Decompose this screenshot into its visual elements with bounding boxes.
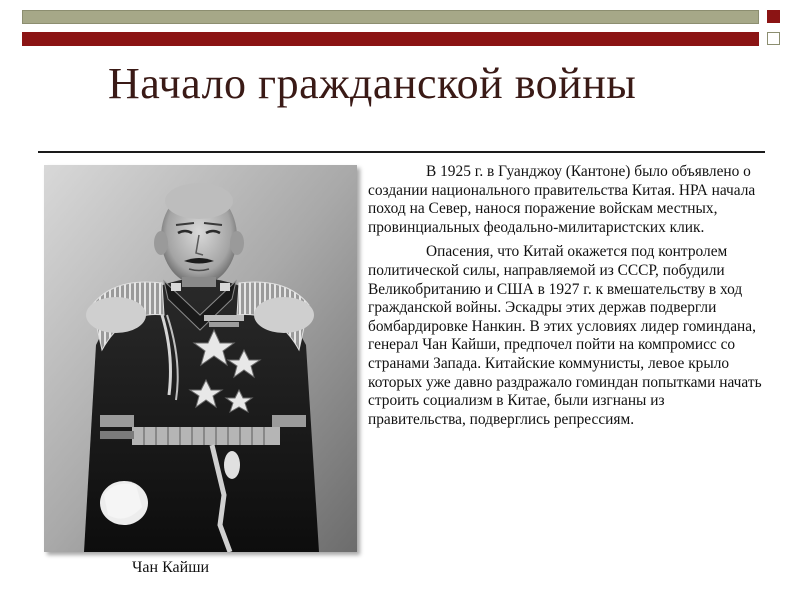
paragraph: В 1925 г. в Гуанджоу (Кантоне) было объявлено о создании национального правительства Китая. НРА начала поход на Север, нанося поражение войскам местных, провинциальных феодально-милитаристских клик. (368, 163, 756, 236)
portrait-caption: Чан Кайши (132, 559, 210, 576)
paragraph: Опасения, что Китай окажется под контролем политической силы, направляемой из СССР, побудили Великобританию и США в 1927 г. к вмешательству в ход гражданской войны. Эскадры этих держав подвергли бомбардировке Нанкин. В этих условиях лидер гоминдана, генерал Чан Кайши, предпочел пойти на компромисс со странами Запада. Китайские коммунисты, левое крыло которых уже давно раздражало гоминдан попытками начать строить социализм в Китае, были изгнаны из правительства, подверглись репрессиям. (368, 243, 762, 428)
portrait-illustration (44, 165, 357, 552)
slide-title: Начало гражданской войны (108, 59, 637, 108)
body-text (368, 163, 766, 435)
title-divider (38, 151, 765, 153)
corner-square-red (767, 10, 780, 23)
header-bar-red (22, 32, 759, 46)
portrait-photo (44, 165, 357, 552)
header-bar-olive (22, 10, 759, 24)
corner-square-white (767, 32, 780, 45)
